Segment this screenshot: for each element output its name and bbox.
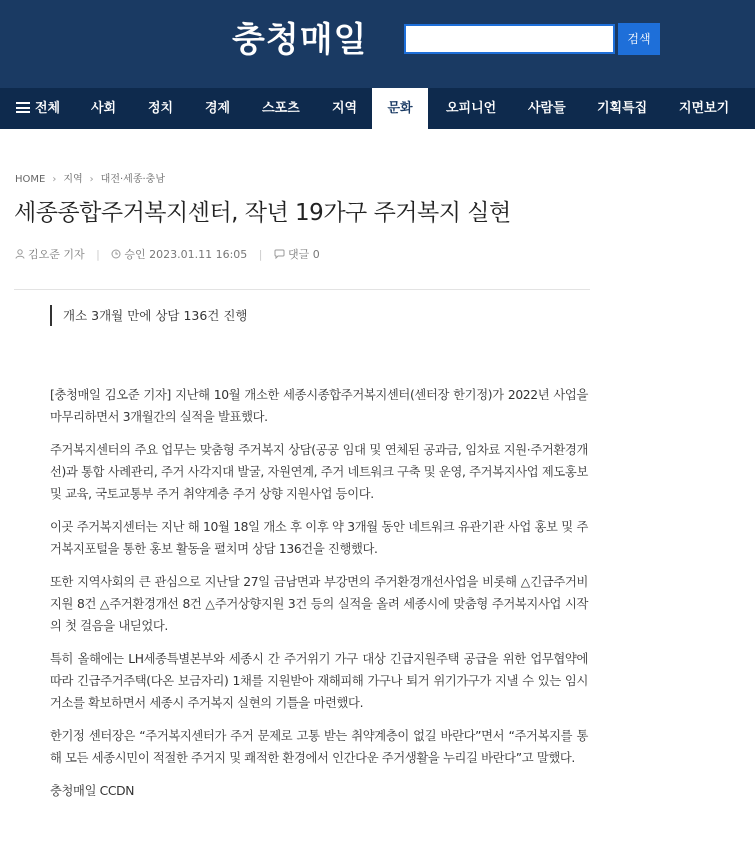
- nav-item-sports[interactable]: 스포츠: [262, 101, 300, 116]
- comment-count[interactable]: 댓글 0: [288, 248, 320, 261]
- article-paragraph: [충청매일 김오준 기자] 지난해 10월 개소한 세종시종합주거복지센터(센터장 한기정)가 2022년 사업을 마무리하면서 3개월간의 실적을 발표했다.: [50, 388, 588, 424]
- main-nav: [0, 88, 755, 129]
- meta-divider: |: [258, 248, 263, 261]
- site-logo[interactable]: 충청매일: [232, 20, 368, 60]
- nav-item-region[interactable]: 지역: [332, 101, 358, 116]
- menu-icon: [16, 102, 30, 113]
- approval-date: 승인 2023.01.11 16:05: [124, 248, 248, 261]
- nav-item-opinion[interactable]: 오피니언: [446, 101, 497, 116]
- article-paragraph: 또한 지역사회의 큰 관심으로 지난달 27일 금남면과 부강면의 주거환경개선사업을 비롯해 △긴급주거비지원 8건 △주거환경개선 8건 △주거상향지원 3건 등의 실적을 올려 세종시에 맞춤형 주거복지사업 시작의 첫 걸음을 내딛었다.: [50, 575, 588, 633]
- nav-item-features[interactable]: 기획특집: [597, 101, 648, 116]
- chevron-right-icon: ›: [52, 174, 57, 185]
- article-subtitle: 개소 3개월 만에 상담 136건 진행: [50, 305, 248, 326]
- nav-item-politics[interactable]: 정치: [148, 101, 174, 116]
- article-meta: [15, 246, 320, 262]
- article-paragraph: 특히 올해에는 LH세종특별본부와 세종시 간 주거위기 가구 대상 긴급지원주택 공급을 위한 업무협약에 따라 긴급주거주택(다온 보금자리) 1채를 지원받아 재해피해 가구나 퇴거 위기가구가 지낼 수 있는 임시거소를 확보하면서 세종시 주거복지 실현의 기틀을 마련했다.: [50, 652, 588, 710]
- breadcrumb-home[interactable]: HOME: [15, 174, 46, 185]
- article-paragraph: 주거복지센터의 주요 업무는 맞춤형 주거복지 상담(공공 임대 및 연체된 공과금, 임차료 지원·주거환경개선)과 통합 사례관리, 주거 사각지대 발굴, 자원연계, 주거 네트워크 구축 및 운영, 주거복지사업 제도홍보 및 교육, 국토교통부 주거 취약계층 주거 상향 지원사업 등이다.: [50, 443, 588, 501]
- page-title: 세종종합주거복지센터, 작년 19가구 주거복지 실현: [14, 200, 511, 226]
- search-button[interactable]: 검색: [618, 23, 660, 55]
- clock-icon: [111, 248, 124, 261]
- site-header: [0, 0, 755, 88]
- nav-item-edition[interactable]: 지면보기: [679, 101, 730, 116]
- nav-item-society[interactable]: 사회: [91, 101, 117, 116]
- article-paragraph: 한기정 센터장은 “주거복지센터가 주거 문제로 고통 받는 취약계층이 없길 바란다”면서 “주거복지를 통해 모든 세종시민이 적절한 주거지 및 쾌적한 환경에서 인간다운 주거생활을 누리길 바란다”고 말했다.: [50, 729, 588, 765]
- article-body: [50, 384, 588, 813]
- user-icon: [15, 248, 28, 261]
- search-input[interactable]: [404, 24, 615, 54]
- author-name[interactable]: 김오준 기자: [28, 248, 85, 261]
- chevron-right-icon: ›: [89, 174, 94, 185]
- nav-item-culture[interactable]: 문화: [372, 88, 428, 129]
- comment-icon: [274, 248, 288, 261]
- meta-divider: |: [96, 248, 100, 261]
- nav-item-label: 전체: [35, 101, 61, 116]
- breadcrumb: [15, 170, 165, 185]
- nav-item-economy[interactable]: 경제: [205, 101, 231, 116]
- nav-item-all[interactable]: [16, 88, 60, 129]
- title-divider: [14, 289, 590, 290]
- article-paragraph: 이곳 주거복지센터는 지난 해 10월 18일 개소 후 이후 약 3개월 동안 네트워크 유관기관 사업 홍보 및 주거복지포털을 통한 홍보 활동을 펼치며 상담 136건을 진행했다.: [50, 520, 588, 556]
- nav-item-people[interactable]: 사람들: [528, 101, 566, 116]
- article-credit: 충청매일 CCDN: [50, 784, 135, 798]
- breadcrumb-region[interactable]: 지역: [63, 174, 83, 185]
- breadcrumb-subregion[interactable]: 대전·세종·충남: [100, 174, 165, 185]
